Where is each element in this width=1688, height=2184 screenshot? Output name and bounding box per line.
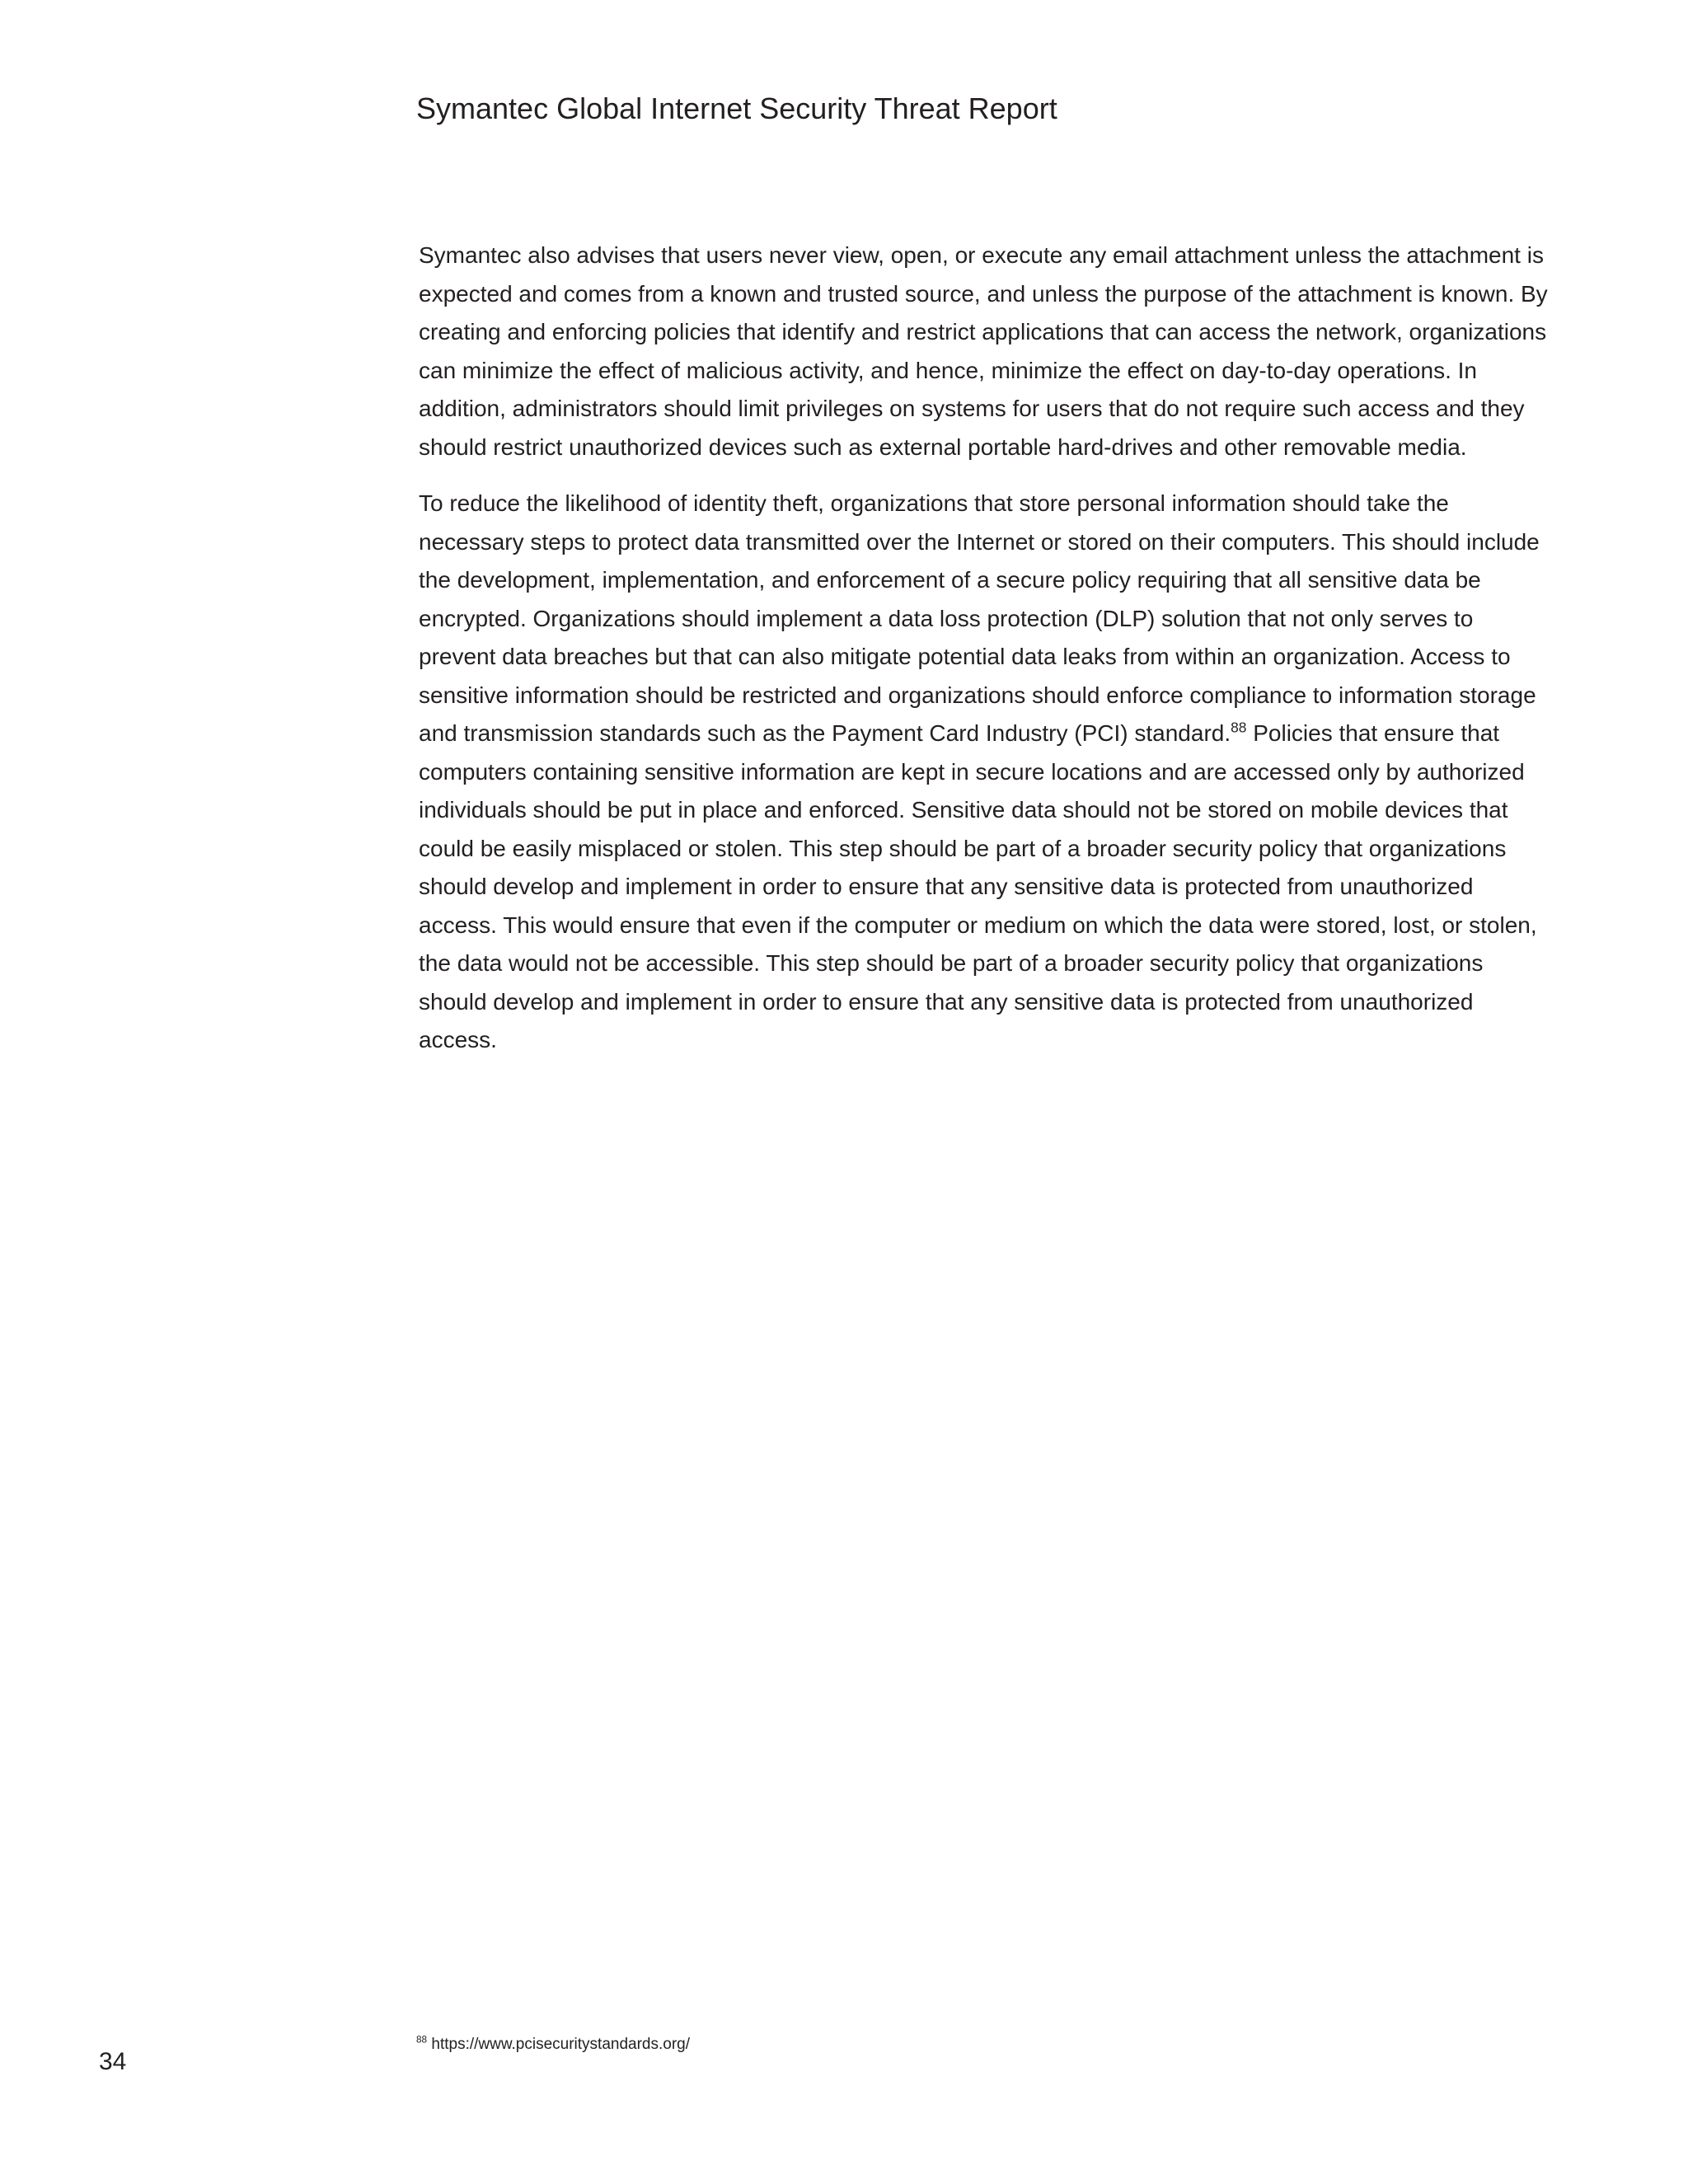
footnote-link[interactable]: https://www.pcisecuritystandards.org/ bbox=[431, 2036, 691, 2053]
footnote-marker: 88 bbox=[416, 2034, 428, 2046]
footnote-reference-88[interactable]: 88 bbox=[1231, 719, 1247, 736]
page-number: 34 bbox=[99, 2048, 127, 2075]
paragraph-identity-theft bbox=[419, 485, 1556, 1060]
paragraph-identity-theft-part-2: Policies that ensure that computers containing sensitive information are kept in secure locations and are accessed only by authorized individuals should be put in place and enforced. Sensitive data should not be stored on mobile devices that could be easily misplaced or stolen. This step should be part of a broader security policy that organizations should develop and implement in order to ensure that any sensitive data is protected from unauthorized access. This would ensure that even if the computer or medium on which the data were stored, lost, or stolen, the data would not be accessible. This step should be part of a broader security policy that organizations should develop and implement in order to ensure that any sensitive data is protected from unauthorized access. bbox=[419, 720, 1537, 1052]
paragraph-email-attachments: Symantec also advises that users never view, open, or execute any email attachment unless the attachment is expected and comes from a known and trusted source, and unless the purpose of the attachment is known. By creating and enforcing policies that identify and restrict applications that can access the network, organizations can minimize the effect of malicious activity, and hence, minimize the effect on day-to-day operations. In addition, administrators should limit privileges on systems for users that do not require such access and they should restrict unauthorized devices such as external portable hard-drives and other removable media. bbox=[419, 242, 1548, 460]
paragraph-identity-theft-part-1: To reduce the likelihood of identity theft, organizations that store personal information should take the necessary steps to protect data transmitted over the Internet or stored on their computers. This should include the development, implementation, and enforcement of a secure policy requiring that all sensitive data be encrypted. Organizations should implement a data loss protection (DLP) solution that not only serves to prevent data breaches but that can also mitigate potential data leaks from within an organization. Access to sensitive information should be restricted and organizations should enforce compliance to information storage and transmission standards such as the Payment Card Industry (PCI) standard. bbox=[419, 490, 1540, 746]
footnote bbox=[416, 2034, 690, 2055]
running-header-title: Symantec Global Internet Security Threat Report bbox=[416, 91, 1057, 125]
body-text bbox=[419, 237, 1556, 1078]
